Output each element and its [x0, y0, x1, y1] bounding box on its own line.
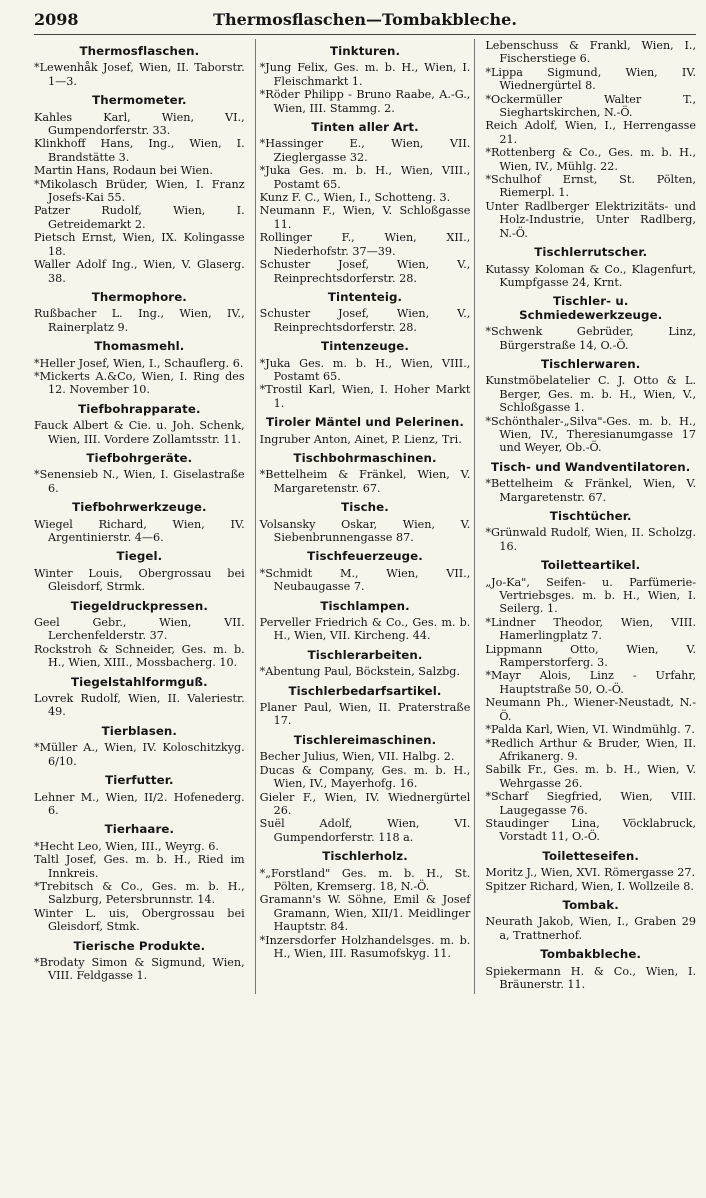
directory-entry: *Bettelheim & Fränkel, Wien, V. Margaretenstr. 67. — [259, 468, 471, 495]
directory-entry: *Lippa Sigmund, Wien, IV. Wiednergürtel 8. — [485, 65, 697, 93]
directory-entry: *Schönthaler-„Silva"-Ges. m. b. H., Wien, IV., Theresianumgasse 17 und Weyer, Ob.-Ö. — [485, 414, 697, 455]
category-heading: Tischtücher. — [549, 509, 632, 523]
directory-column-3 — [485, 39, 696, 994]
directory-entry: Rußbacher L. Ing., Wien, IV., Rainerplatz 9. — [34, 307, 245, 334]
directory-entry: Lebenschuss & Frankl, Wien, I., Fischerstiege 6. — [485, 39, 697, 66]
category-heading: Tischlerwaren. — [541, 356, 641, 371]
directory-entry: Gieler F., Wien, IV. Wiednergürtel 26. — [259, 790, 471, 817]
category-section — [485, 358, 696, 455]
category-heading: Tischlerbedarfsartikel. — [288, 683, 442, 698]
category-section — [485, 246, 696, 289]
category-section — [485, 510, 696, 553]
directory-entry: *Senensieb N., Wien, I. Giselastraße 6. — [34, 468, 245, 495]
category-section — [260, 501, 471, 544]
category-heading: Tintenteig. — [327, 289, 403, 304]
page-header — [34, 8, 696, 35]
directory-entry: „Jo-Ka", Seifen- u. Parfümerie-Vertriebsges. m. b. H., Wien, I. Seilerg. 1. — [485, 575, 697, 616]
directory-entry: Lippmann Otto, Wien, V. Ramperstorferg. 3. — [485, 642, 697, 670]
category-heading: Toiletteartikel. — [541, 558, 641, 573]
directory-entry: Schuster Josef, Wien, V., Reinprechtsdorferstr. 28. — [259, 258, 471, 285]
directory-entry: *Trebitsch & Co., Ges. m. b. H., Salzburg, Petersbrunnstr. 14. — [34, 879, 245, 907]
directory-entry: Staudinger Lina, Vöcklabruck, Vorstadt 11, O.-Ö. — [485, 816, 697, 844]
directory-entry: Becher Julius, Wien, VII. Halbg. 2. — [259, 750, 455, 764]
directory-entry: Reich Adolf, Wien, I., Herrengasse 21. — [485, 119, 697, 146]
category-section — [485, 295, 696, 352]
directory-entry: Kunstmöbelatelier C. J. Otto & L. Berger, Ges. m. b. H., Wien, V., Schloßgasse 1. — [485, 374, 697, 415]
directory-entry: *Jung Felix, Ges. m. b. H., Wien, I. Fleischmarkt 1. — [259, 61, 471, 88]
category-heading: Tombakbleche. — [540, 947, 642, 962]
category-section — [260, 649, 471, 679]
directory-entry: Kahles Karl, Wien, VI., Gumpendorferstr. 33. — [34, 110, 245, 138]
category-heading: Tischler- u. Schmiedewerkzeuge. — [519, 294, 663, 322]
directory-entry: Moritz J., Wien, XVI. Römergasse 27. — [485, 866, 696, 880]
directory-entry: *Juka Ges. m. b. H., Wien, VIII., Postamt 65. — [259, 164, 471, 191]
category-section — [260, 685, 471, 728]
directory-entry: *Ockermüller Walter T., Sieghartskirchen, N.-Ö. — [485, 92, 697, 120]
category-section — [34, 774, 245, 817]
directory-entry: Gramann's W. Söhne, Emil & Josef Gramann, Wien, XII/1. Meidlinger Hauptstr. 84. — [259, 893, 471, 934]
directory-entry: Neurath Jakob, Wien, I., Graben 29 a, Trattnerhof. — [485, 915, 697, 942]
directory-entry: *Inzersdorfer Holzhandelsges. m. b. H., Wien, III. Rasumofskyg. 11. — [259, 933, 471, 960]
directory-entry: Neumann Ph., Wiener-Neustadt, N.-Ö. — [485, 696, 697, 723]
directory-entry: Lovrek Rudolf, Wien, II. Valeriestr. 49. — [34, 692, 245, 719]
category-section — [260, 452, 471, 495]
directory-entry: *Mikolasch Brüder, Wien, I. Franz Josefs-Kai 55. — [34, 177, 245, 205]
directory-entry: *Redlich Arthur & Bruder, Wien, II. Afrikanerg. 9. — [485, 736, 697, 763]
directory-entry: Fauck Albert & Cie. u. Joh. Schenk, Wien, III. Vordere Zollamtsstr. 11. — [34, 419, 245, 446]
category-heading: Tiegelstahlformguß. — [70, 674, 208, 689]
category-heading: Tischlerholz. — [322, 849, 408, 864]
directory-entry: Schuster Josef, Wien, V., Reinprechtsdorferstr. 28. — [259, 307, 471, 334]
category-section — [34, 940, 245, 983]
directory-entry: Wiegel Richard, Wien, IV. Argentinierstr. 4—6. — [34, 517, 245, 544]
category-heading: Tintenzeuge. — [321, 339, 409, 354]
category-section — [34, 823, 245, 933]
category-heading: Tierische Produkte. — [73, 938, 206, 953]
category-section — [260, 734, 471, 844]
category-section — [485, 850, 696, 893]
directory-entry: Perveller Friedrich & Co., Ges. m. b. H., Wien, VII. Kircheng. 44. — [259, 616, 471, 643]
directory-entry: *Schwenk Gebrüder, Linz, Bürgerstraße 14, O.-Ö. — [485, 325, 697, 352]
directory-entry: *Trostil Karl, Wien, I. Hoher Markt 1. — [259, 383, 471, 410]
directory-entry: Geel Gebr., Wien, VII. Lerchenfelderstr. 37. — [34, 616, 245, 643]
directory-entry: *Juka Ges. m. b. H., Wien, VIII., Postamt 65. — [259, 356, 471, 383]
category-section — [260, 600, 471, 643]
directory-entry: *Abentung Paul, Böckstein, Salzbg. — [259, 665, 460, 679]
category-section — [34, 340, 245, 397]
category-heading: Tischlerrutscher. — [534, 245, 648, 260]
page-number: 2098 — [34, 10, 79, 29]
category-section — [260, 850, 471, 960]
directory-entry: *Röder Philipp - Bruno Raabe, A.-G., Wien, III. Stammg. 2. — [259, 88, 471, 115]
directory-entry: Ingruber Anton, Ainet, P. Lienz, Tri. — [259, 432, 462, 446]
category-heading: Tische. — [341, 500, 389, 515]
category-section — [485, 461, 696, 504]
directory-entry: *Mayr Alois, Linz - Urfahr, Hauptstraße 50, O.-Ö. — [485, 669, 697, 696]
directory-entry: *Brodaty Simon & Sigmund, Wien, VIII. Feldgasse 1. — [34, 955, 245, 983]
directory-entry: Taltl Josef, Ges. m. b. H., Ried im Innkreis. — [34, 853, 245, 880]
category-section — [485, 39, 696, 240]
directory-entry: Winter Louis, Obergrossau bei Gleisdorf, Strmk. — [34, 566, 245, 594]
directory-entry: *Heller Josef, Wien, I., Schauflerg. 6. — [34, 356, 244, 370]
category-heading: Tinten aller Art. — [311, 120, 419, 135]
directory-entry: Klinkhoff Hans, Ing., Wien, I. Brandstätte 3. — [34, 137, 245, 164]
directory-entry: Volsansky Oskar, Wien, V. Siebenbrunnengasse 87. — [259, 517, 471, 544]
category-section — [260, 121, 471, 285]
category-section — [260, 416, 471, 446]
directory-entry: Spitzer Richard, Wien, I. Wollzeile 8. — [485, 879, 694, 893]
category-section — [34, 676, 245, 719]
category-section — [34, 550, 245, 593]
category-heading: Tiegel. — [116, 549, 163, 564]
directory-entry: Ducas & Company, Ges. m. b. H., Wien, IV., Mayerhofg. 16. — [259, 763, 471, 791]
category-section — [485, 899, 696, 942]
directory-entry: Pietsch Ernst, Wien, IX. Kolingasse 18. — [34, 231, 245, 258]
category-heading: Tischlerarbeiten. — [307, 647, 423, 662]
directory-entry: Waller Adolf Ing., Wien, V. Glaserg. 38. — [34, 258, 245, 285]
directory-entry: Winter L. uis, Obergrossau bei Gleisdorf, Stmk. — [34, 906, 245, 934]
category-heading: Tombak. — [562, 897, 619, 912]
directory-entry: Rockstroh & Schneider, Ges. m. b. H., Wien, XIII., Mossbacherg. 10. — [34, 642, 245, 670]
directory-entry: *„Forstland" Ges. m. b. H., St. Pölten, Kremserg. 18, N.-Ö. — [259, 866, 471, 893]
category-heading: Thermosflaschen. — [79, 44, 200, 58]
category-section — [260, 291, 471, 334]
category-heading: Tiegeldruckpressen. — [70, 598, 208, 613]
directory-entry: *Hassinger E., Wien, VII. Zieglergasse 32. — [259, 137, 471, 164]
page-title: Thermosflaschen—Tombakbleche. — [213, 10, 517, 29]
category-heading: Tisch- und Wandventilatoren. — [491, 459, 691, 474]
category-section — [34, 94, 245, 285]
category-heading: Thomasmehl. — [94, 339, 185, 354]
category-heading: Thermophore. — [91, 289, 187, 304]
category-heading: Tinkturen. — [329, 44, 401, 58]
category-section — [34, 403, 245, 446]
category-heading: Tischfeuerzeuge. — [307, 549, 423, 564]
directory-entry: Kutassy Koloman & Co., Klagenfurt, Kumpfgasse 24, Krnt. — [485, 262, 697, 289]
category-heading: Tiefbohrgeräte. — [86, 450, 193, 465]
directory-entry: *Müller A., Wien, IV. Koloschitzkyg. 6/10. — [34, 741, 245, 768]
directory-columns — [34, 39, 696, 994]
category-heading: Tischlereimaschinen. — [293, 732, 437, 747]
directory-entry: *Lindner Theodor, Wien, VIII. Hamerlingplatz 7. — [485, 615, 697, 643]
directory-entry: *Schmidt M., Wien, VII., Neubaugasse 7. — [259, 566, 471, 594]
category-heading: Toiletteseifen. — [542, 848, 639, 863]
category-section — [485, 948, 696, 991]
directory-column-1 — [34, 39, 245, 994]
category-heading: Tierfutter. — [105, 773, 174, 788]
category-heading: Tierhaare. — [104, 822, 175, 837]
category-section — [34, 725, 245, 768]
directory-entry: Spiekermann H. & Co., Wien, I. Bräunerstr. 11. — [485, 964, 697, 991]
directory-entry: *Rottenberg & Co., Ges. m. b. H., Wien, IV., Mühlg. 22. — [485, 146, 697, 173]
category-heading: Thermometer. — [92, 93, 187, 108]
category-section — [34, 45, 245, 88]
category-section — [260, 340, 471, 410]
category-section — [34, 501, 245, 544]
category-section — [485, 559, 696, 844]
directory-entry: Kunz F. C., Wien, I., Schotteng. 3. — [259, 191, 451, 205]
category-section — [260, 550, 471, 593]
directory-entry: Martin Hans, Rodaun bei Wien. — [34, 164, 213, 178]
category-heading: Tierblasen. — [101, 723, 178, 738]
directory-entry: Neumann F., Wien, V. Schloßgasse 11. — [259, 204, 471, 231]
directory-entry: Unter Radlberger Elektrizitäts- und Holz-Industrie, Unter Radlberg, N.-Ö. — [485, 199, 697, 240]
directory-entry: Lehner M., Wien, II/2. Hofenederg. 6. — [34, 790, 245, 817]
category-section — [34, 600, 245, 670]
directory-column-2 — [255, 39, 476, 994]
category-heading: Tiefbohrapparate. — [78, 401, 201, 416]
category-heading: Tiroler Mäntel und Pelerinen. — [266, 415, 464, 430]
category-heading: Tischbohrmaschinen. — [293, 450, 437, 465]
directory-entry: *Lewenhåk Josef, Wien, II. Taborstr. 1—3. — [34, 61, 245, 88]
directory-entry: *Hecht Leo, Wien, III., Weyrg. 6. — [34, 839, 219, 853]
directory-entry: Sabilk Fr., Ges. m. b. H., Wien, V. Wehrgasse 26. — [485, 763, 697, 790]
directory-entry: *Bettelheim & Fränkel, Wien, V. Margaretenstr. 67. — [485, 477, 697, 504]
directory-entry: Rollinger F., Wien, XII., Niederhofstr. 37—39. — [259, 231, 471, 258]
directory-entry: Planer Paul, Wien, II. Praterstraße 17. — [259, 701, 471, 728]
directory-entry: *Mickerts A.&Co, Wien, I. Ring des 12. November 10. — [34, 369, 245, 397]
directory-entry: *Schulhof Ernst, St. Pölten, Riemerpl. 1. — [485, 173, 697, 200]
directory-entry: *Palda Karl, Wien, VI. Windmühlg. 7. — [485, 723, 695, 737]
category-heading: Tiefbohrwerkzeuge. — [72, 500, 207, 515]
category-section — [34, 291, 245, 334]
directory-entry: *Scharf Siegfried, Wien, VIII. Laugegasse 76. — [485, 790, 697, 817]
category-section — [260, 45, 471, 115]
category-section — [34, 452, 245, 495]
category-heading: Tischlampen. — [320, 598, 410, 613]
directory-entry: Patzer Rudolf, Wien, I. Getreidemarkt 2. — [34, 204, 245, 231]
directory-entry: Suël Adolf, Wien, VI. Gumpendorferstr. 118 a. — [259, 817, 471, 844]
directory-entry: *Grünwald Rudolf, Wien, II. Scholzg. 16. — [485, 526, 697, 553]
